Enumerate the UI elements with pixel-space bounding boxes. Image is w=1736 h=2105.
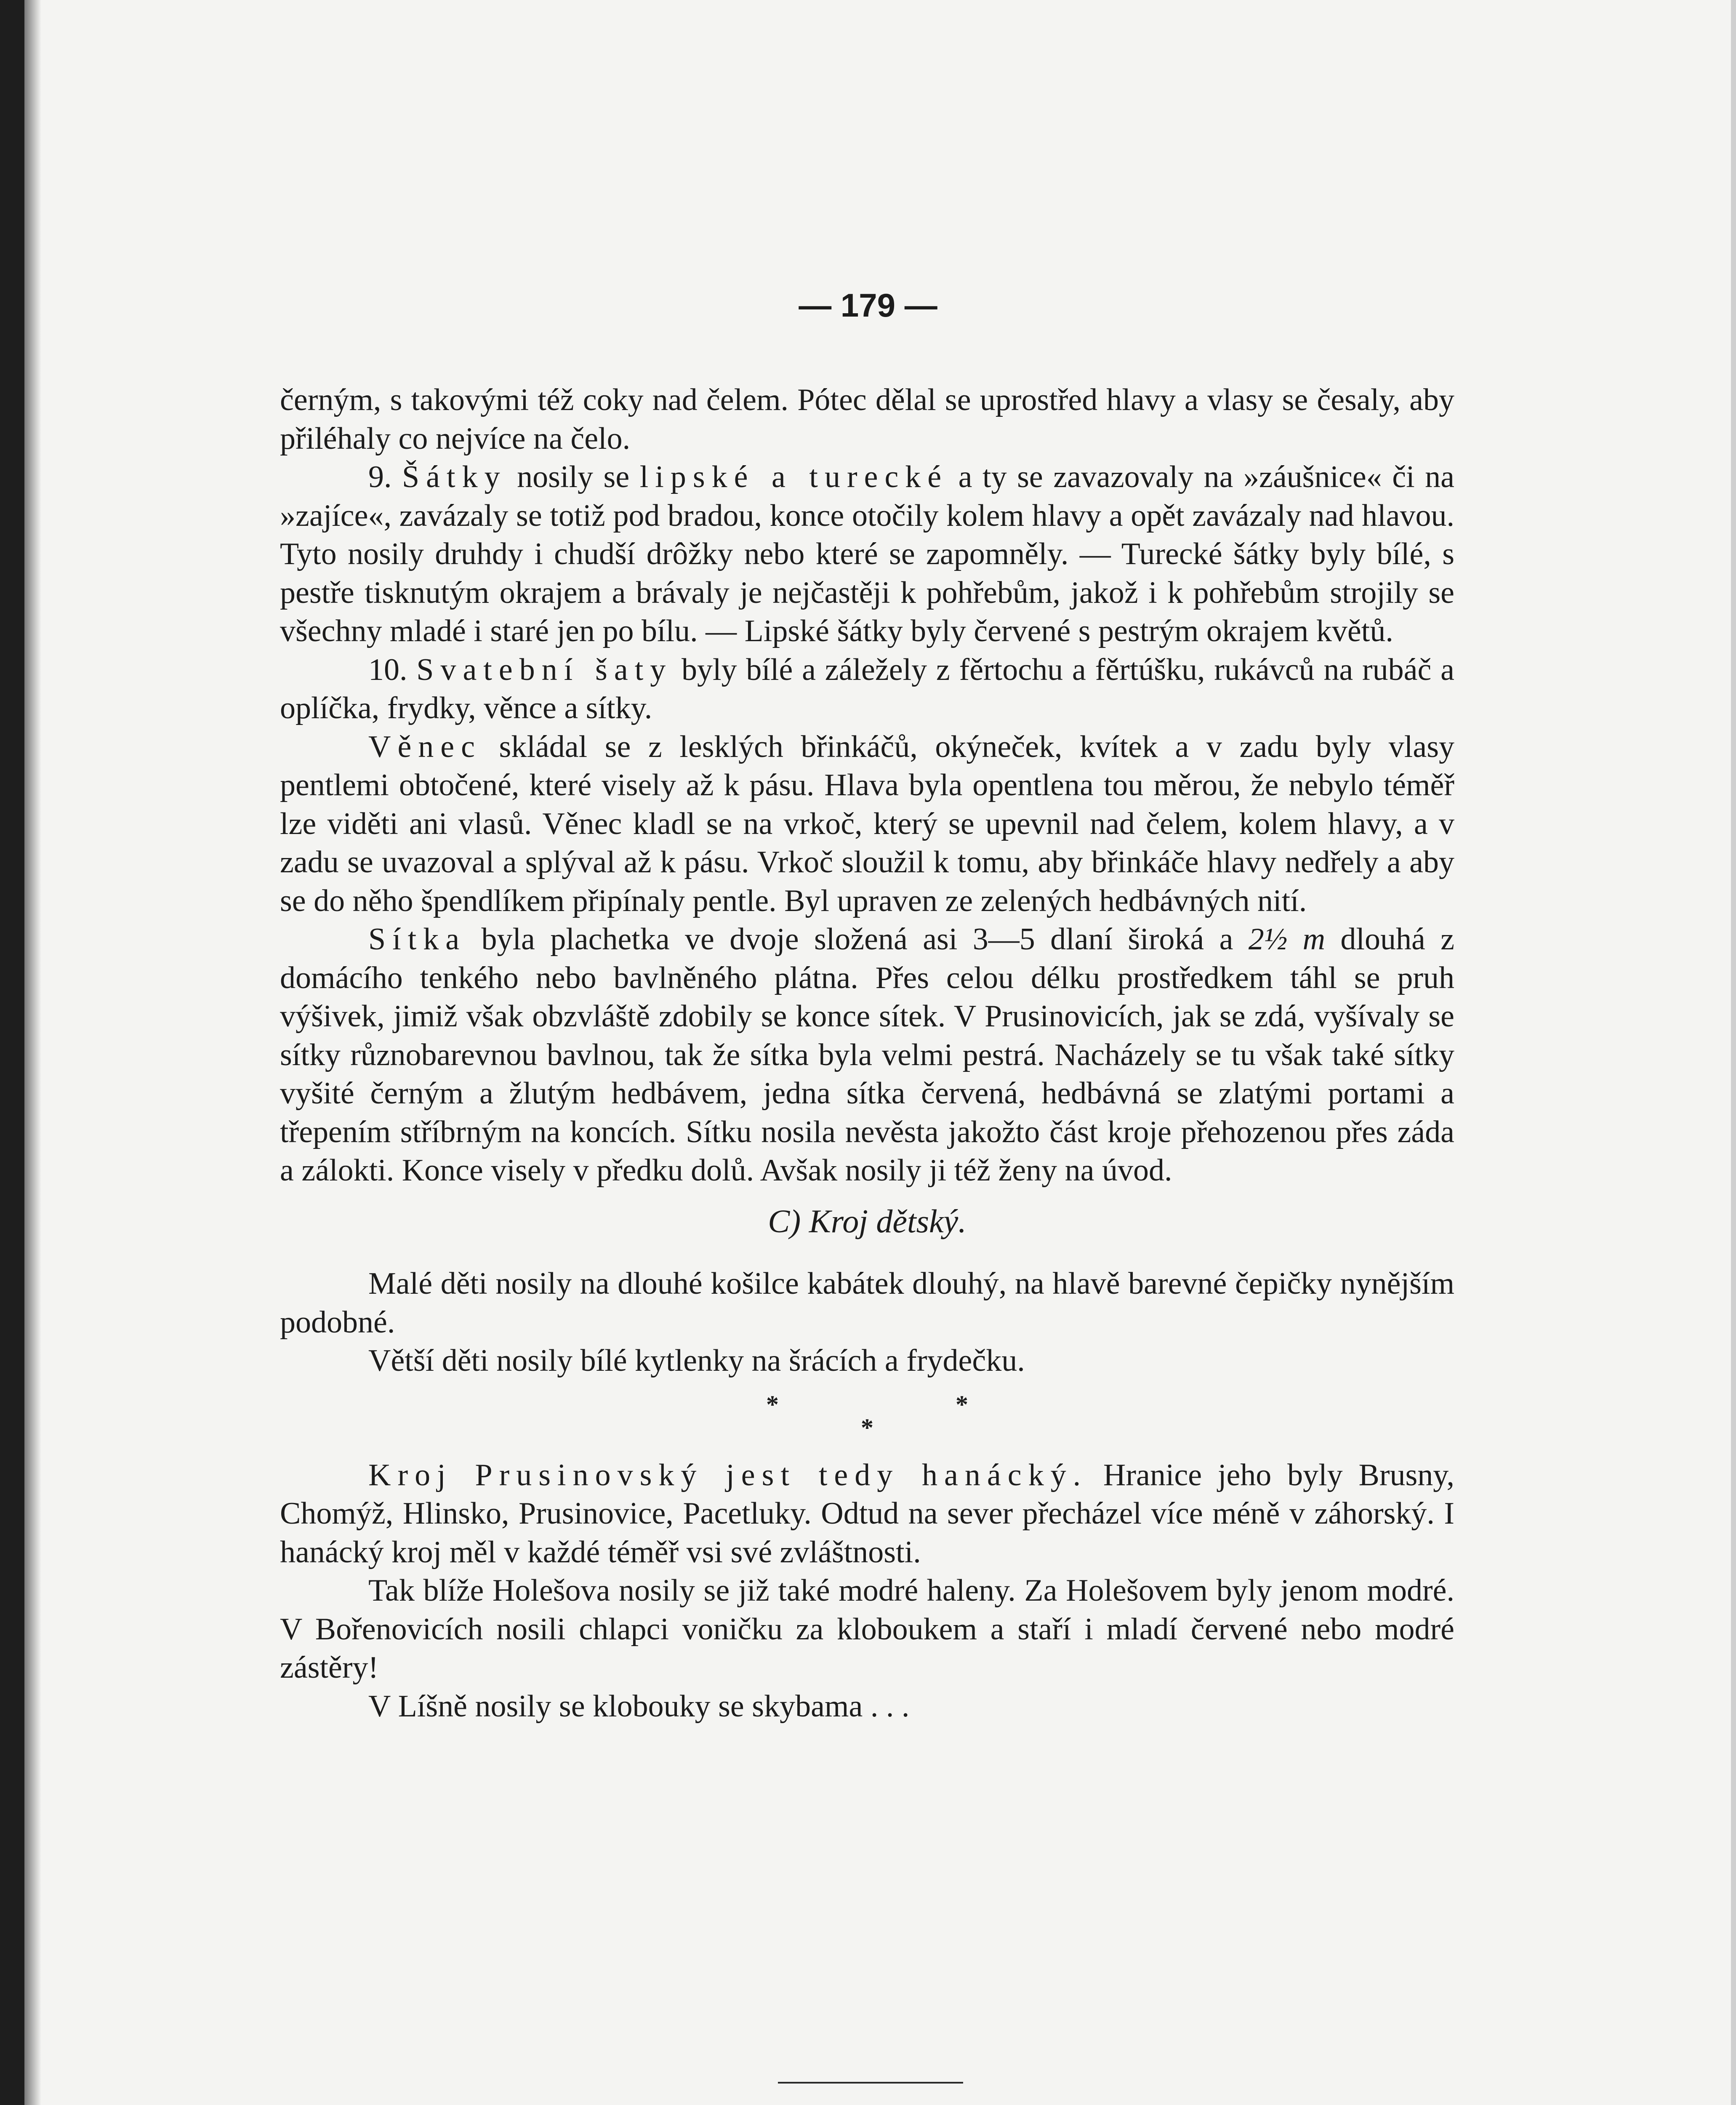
text-run: Větší děti nosily bílé kytlenky na šrácích a frydečku.	[368, 1343, 1025, 1378]
body-text	[280, 381, 1454, 1726]
paragraph	[280, 1572, 1454, 1687]
spaced-emphasis: Sítka	[368, 922, 466, 957]
paragraph	[280, 728, 1454, 921]
text-run: dlouhá z domácího tenkého nebo bavlněného plátna. Přes celou délku prostředkem táhl se pruh výšivek, jimiž však obzvláště zdobily se konce sítek. V Prusinovicích, jak se zdá, vyšívaly se sítky různobarevnou bavlnou, tak že sítka byla velmi pestrá. Nacházely se tu však také sítky vyšité černým a žlutým hedbávem, jedna sítka červená, hedbávná se zlatými portami a třepením stříbrným na koncích. Sítku nosila nevěsta jakožto část kroje přehozenou přes záda a zálokti. Konce visely v předku dolů. Avšak nosily ji též ženy na úvod.	[280, 922, 1454, 1188]
paragraph	[280, 1456, 1454, 1572]
text-run: byla plachetka ve dvoje složená asi 3—5 dlaní široká a	[466, 922, 1249, 957]
paragraph	[280, 1687, 1454, 1726]
spaced-emphasis: Šátky	[402, 460, 507, 494]
paragraphs-children	[280, 1265, 1454, 1380]
text-run: V Líšně nosily se klobouky se skybama . . .	[368, 1689, 910, 1724]
paragraphs-costume	[280, 381, 1454, 1190]
asterism-row-top: **	[766, 1390, 1145, 1418]
text-run: černým, s takovými též coky nad čelem. Pótec dělal se uprostřed hlavy a vlasy se česaly, aby přiléhaly co nejvíce na čelo.	[280, 383, 1454, 456]
text-run: a ty se zavazovaly na »záušnice« či na »zajíce«, zavázaly se totiž pod bradou, konce otočily kolem hlavy a opět zavázaly nad hlavou. Tyto nosily druhdy i chudší drôžky nebo které se zapomněly. — Turecké šátky byly bílé, s pestře tisknutým okrajem a brávaly je nejčastěji k pohřebům, jakož i k pohřebům strojily se všechny mladé i staré jen po bílu. — Lipské šátky byly červené s pestrým okrajem květů.	[280, 460, 1455, 648]
text-run: skládal se z lesklých břinkáčů, okýneček, kvítek a v zadu byly vlasy pentlemi obtočené, které visely až k pásu. Hlava byla opentlena tou měrou, že nebylo téměř lze viděti ani vlasů. Věnec kladl se na vrkoč, který se upevnil nad čelem, kolem hlavy, a v zadu se uvazoval a splýval až k pásu. Vrkoč sloužil k tomu, aby břinkáče hlavy nedřely a aby se do něho špendlíkem připínaly pentle. Byl upraven ze zelených hedbávných nití.	[280, 729, 1454, 918]
text-run: Tak blíže Holešova nosily se již také modré haleny. Za Holešovem byly jenom modré. V Bořenovicích nosili chlapci voničku za kloboukem a staří i mladí červené nebo modré zástěry!	[280, 1573, 1454, 1685]
italic-text: 2½ m	[1248, 922, 1326, 957]
paragraphs-summary	[280, 1456, 1454, 1726]
asterism-row-bottom: *	[861, 1413, 873, 1442]
paragraph	[280, 1265, 1454, 1342]
paragraph	[280, 1342, 1454, 1380]
text-run: Malé děti nosily na dlouhé košilce kabátek dlouhý, na hlavě barevné čepičky nynějším podobné.	[280, 1266, 1454, 1340]
page-number: — 179 —	[799, 287, 937, 324]
text-run: nosily se	[506, 460, 640, 494]
text-run: byly bílé a záležely z fěrtochu a fěrtúšku, rukávců na rubáč a oplíčka, frydky, věnce a sítky.	[280, 652, 1455, 725]
closing-rule	[778, 2082, 963, 2084]
paragraph	[280, 381, 1454, 458]
paragraph	[280, 651, 1454, 728]
spaced-emphasis: lipské a turecké	[639, 460, 948, 494]
spaced-emphasis: Věnec	[368, 729, 482, 764]
asterism	[280, 1390, 1454, 1442]
spaced-emphasis: Kroj Prusinovský jest tedy hanácký.	[368, 1458, 1088, 1492]
section-heading: C) Kroj dětský.	[768, 1202, 967, 1239]
spaced-emphasis: Svatební šaty	[416, 652, 673, 687]
text-run: Hranice jeho byly Brusny, Chomýž, Hlinsko, Prusinovice, Pacetluky. Odtud na sever přecházel více méně v záhorský. I hanácký kroj měl v každé téměř vsi své zvláštnosti.	[280, 1458, 1454, 1569]
text-run: 9.	[368, 460, 402, 494]
paragraph	[280, 458, 1454, 651]
text-run: 10.	[368, 652, 417, 687]
paragraph	[280, 920, 1454, 1190]
